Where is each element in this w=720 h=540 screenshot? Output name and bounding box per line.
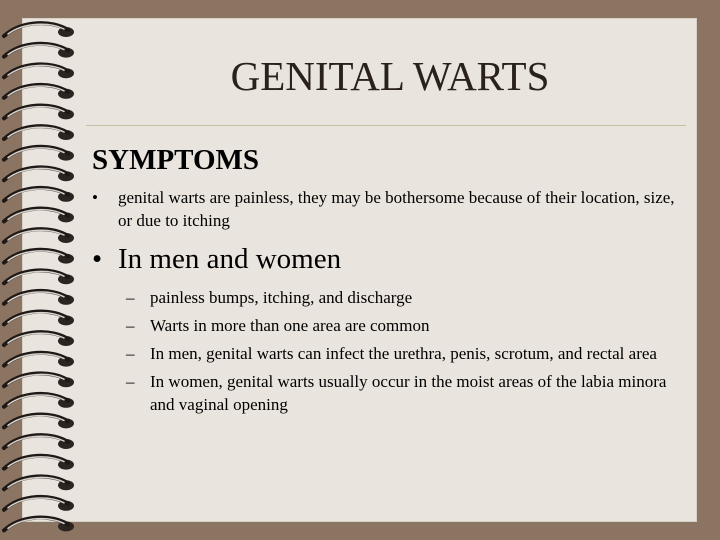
bullet-text: In men and women [118,243,342,275]
section-heading: SYMPTOMS [92,144,260,176]
sub-bullet-list [126,286,686,421]
sub-bullet-text: painless bumps, itching, and discharge [150,288,413,307]
binding-ring [4,44,74,58]
slide-title: GENITAL WARTS [230,53,550,99]
spiral-binding [0,0,80,540]
binding-ring [4,373,74,387]
binding-ring [4,394,74,408]
bullet-text: genital warts are painless, they may be bothersome because of their location, size, or due to itching [118,188,675,230]
binding-ring [4,435,74,449]
binding-ring [4,147,74,161]
bullet-marker: • [92,188,98,207]
sub-bullet-text: Warts in more than one area are common [150,316,430,335]
bullet-item-large [92,243,341,276]
binding-ring [4,85,74,99]
binding-ring [4,106,74,120]
dash-marker: – [126,372,135,391]
sub-bullet-text: In men, genital warts can infect the urethra, penis, scrotum, and rectal area [150,344,657,363]
binding-ring [4,497,74,511]
binding-ring [4,476,74,490]
binding-ring [4,518,74,532]
sub-bullet-item [126,286,686,309]
binding-ring [4,270,74,284]
binding-ring [4,456,74,470]
binding-ring [4,126,74,140]
binding-ring [4,415,74,429]
binding-ring [4,23,74,37]
bullet-marker: • [92,243,103,275]
binding-ring [4,291,74,305]
binding-ring [4,167,74,181]
sub-bullet-text: In women, genital warts usually occur in the moist areas of the labia minora and vaginal opening [150,372,667,414]
sub-bullet-item [126,370,686,416]
binding-ring [4,332,74,346]
binding-ring [4,188,74,202]
binding-ring [4,229,74,243]
sub-bullet-item [126,342,686,365]
dash-marker: – [126,344,135,363]
binding-ring [4,209,74,223]
title-divider [86,125,686,126]
dash-marker: – [126,288,135,307]
binding-ring [4,250,74,264]
bullet-item [92,186,682,232]
dash-marker: – [126,316,135,335]
sub-bullet-item [126,314,686,337]
binding-ring [4,353,74,367]
binding-ring [4,312,74,326]
binding-ring [4,64,74,78]
